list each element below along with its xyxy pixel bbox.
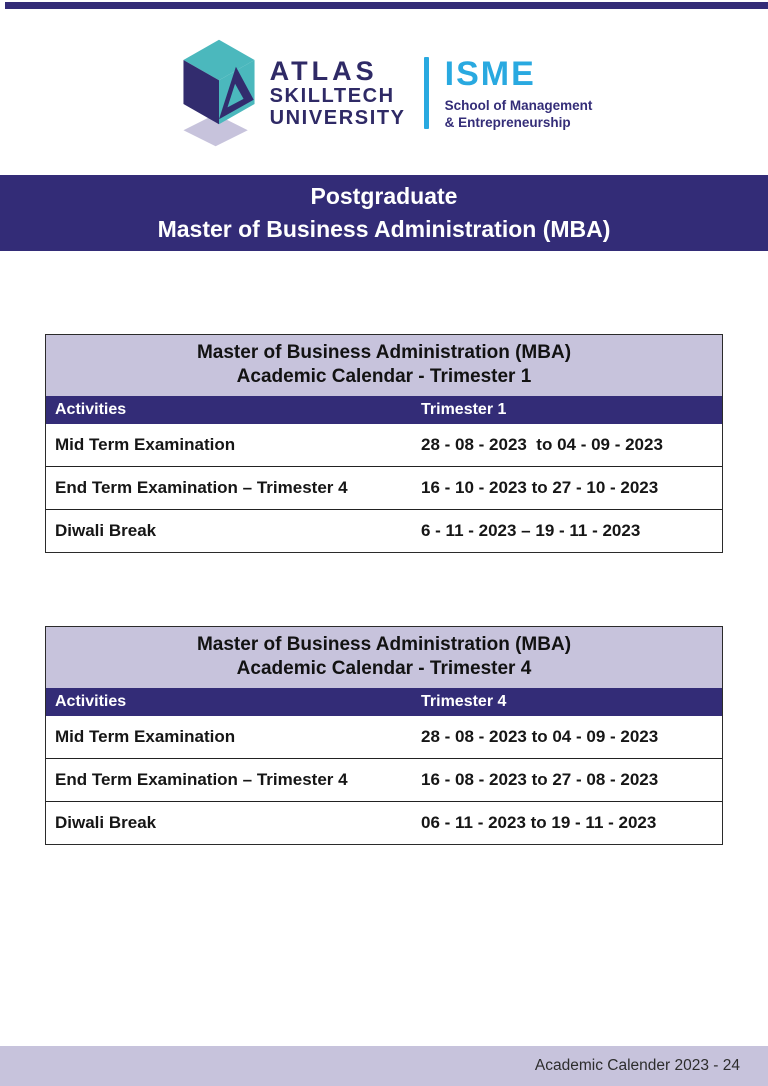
trimester-4-calendar-table xyxy=(45,626,723,845)
atlas-name-text: ATLAS xyxy=(269,56,378,86)
dates-cell: 16 - 08 - 2023 to 27 - 08 - 2023 xyxy=(421,770,659,789)
table-row xyxy=(46,509,722,552)
table-title-line1: Master of Business Administration (MBA) xyxy=(196,342,572,363)
page-footer-band xyxy=(0,1046,768,1086)
trimester-column-header: Trimester 4 xyxy=(421,693,507,710)
program-title-banner xyxy=(0,175,768,251)
table-row xyxy=(46,424,722,466)
activities-column-header: Activities xyxy=(55,401,127,418)
banner-line-program: Master of Business Administration (MBA) xyxy=(157,216,611,242)
activities-column-header: Activities xyxy=(55,693,127,710)
table-header-row xyxy=(46,396,722,424)
isme-subtitle-line1: School of Management xyxy=(444,98,593,113)
activity-cell: Mid Term Examination xyxy=(55,435,236,454)
dates-cell: 16 - 10 - 2023 to 27 - 10 - 2023 xyxy=(421,478,659,497)
table-row xyxy=(46,466,722,509)
table-row xyxy=(46,716,722,758)
table-header-row xyxy=(46,688,722,716)
activity-cell: Diwali Break xyxy=(55,813,157,832)
activity-cell: End Term Examination – Trimester 4 xyxy=(55,770,348,789)
activity-cell: Mid Term Examination xyxy=(55,727,236,746)
isme-wordmark xyxy=(445,55,593,131)
dates-cell: 28 - 08 - 2023 to 04 - 09 - 2023 xyxy=(421,727,659,746)
trimester-column-header: Trimester 1 xyxy=(421,401,507,418)
atlas-cube-logo-icon xyxy=(176,38,262,148)
banner-line-postgraduate: Postgraduate xyxy=(310,183,458,209)
dates-cell: 06 - 11 - 2023 to 19 - 11 - 2023 xyxy=(421,813,657,832)
activity-cell: Diwali Break xyxy=(55,521,157,540)
logo-divider-bar xyxy=(424,57,429,129)
table-title xyxy=(46,335,722,396)
table-row xyxy=(46,758,722,801)
atlas-university-text: UNIVERSITY xyxy=(269,107,406,129)
trimester-1-calendar-table xyxy=(45,334,723,553)
atlas-wordmark xyxy=(270,57,406,129)
dates-cell: 28 - 08 - 2023 to 04 - 09 - 2023 xyxy=(421,435,663,454)
table-title-line2: Academic Calendar - Trimester 4 xyxy=(236,658,532,679)
isme-name-text: ISME xyxy=(444,55,536,93)
atlas-skilltech-text: SKILLTECH xyxy=(269,85,395,107)
top-rule-divider xyxy=(5,2,768,9)
table-row xyxy=(46,801,722,844)
isme-subtitle-line2: & Entrepreneurship xyxy=(444,115,571,130)
table-title xyxy=(46,627,722,688)
university-logo-header xyxy=(0,38,768,148)
table-title-line2: Academic Calendar - Trimester 1 xyxy=(236,366,532,387)
table-title-line1: Master of Business Administration (MBA) xyxy=(196,634,572,655)
dates-cell: 6 - 11 - 2023 – 19 - 11 - 2023 xyxy=(421,521,641,540)
activity-cell: End Term Examination – Trimester 4 xyxy=(55,478,348,497)
footer-text: Academic Calender 2023 - 24 xyxy=(534,1057,740,1074)
